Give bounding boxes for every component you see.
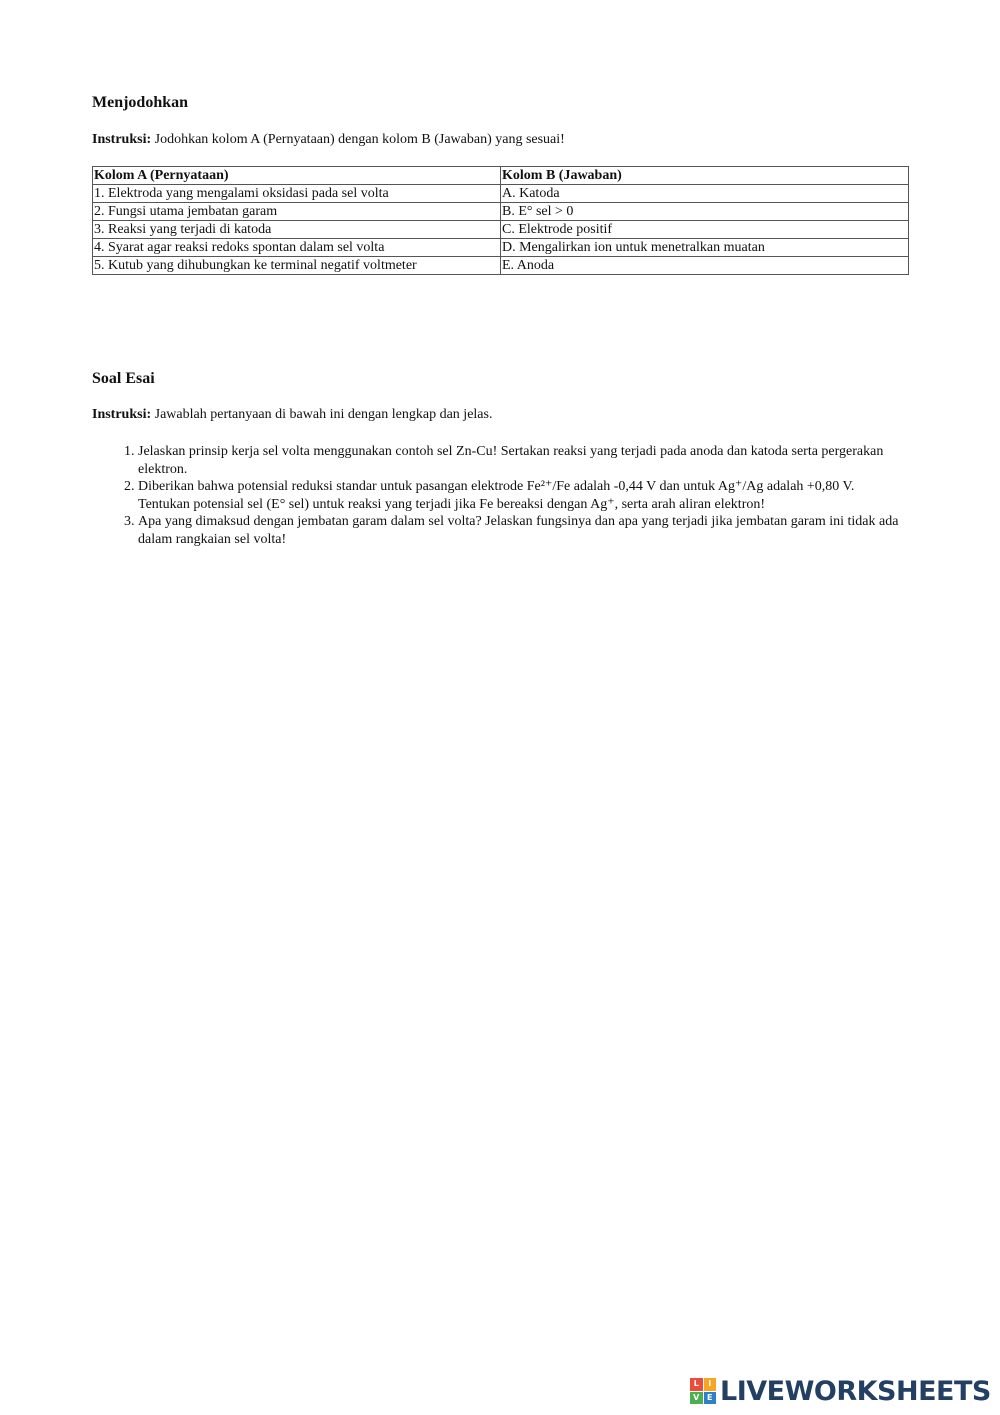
answer-cell: E. Anoda (501, 257, 909, 275)
table-row (93, 185, 909, 203)
statement-cell: 2. Fungsi utama jembatan garam (93, 203, 501, 221)
table-row (93, 221, 909, 239)
essay-question: 2. Diberikan bahwa potensial reduksi standar untuk pasangan elektrode Fe²⁺/Fe adalah -0,44 V dan untuk Ag⁺/Ag adalah +0,80 V. Tentukan potensial sel (E° sel) untuk reaksi yang terjadi jika Fe bereaksi dengan Ag⁺, serta arah aliran elektron! (138, 478, 909, 513)
essay-question: 1. Jelaskan prinsip kerja sel volta menggunakan contoh sel Zn-Cu! Sertakan reaksi yang terjadi pada anoda dan katoda serta pergerakan elektron. (138, 443, 909, 478)
matching-instruction-label: Instruksi: (92, 132, 152, 147)
liveworksheets-logo-icon (690, 1378, 716, 1404)
statement-cell: 1. Elektroda yang mengalami oksidasi pada sel volta (93, 185, 501, 203)
matching-title: Menjodohkan (92, 94, 189, 111)
statement-cell: 5. Kutub yang dihubungkan ke terminal negatif voltmeter (93, 257, 501, 275)
column-a-header: Kolom A (Pernyataan) (93, 167, 501, 185)
column-b-header: Kolom B (Jawaban) (501, 167, 909, 185)
statement-cell: 3. Reaksi yang terjadi di katoda (93, 221, 501, 239)
essay-question-list (92, 443, 909, 548)
essay-instruction (92, 407, 492, 423)
essay-question: 3. Apa yang dimaksud dengan jembatan garam dalam sel volta? Jelaskan fungsinya dan apa yang terjadi jika jembatan garam ini tidak ada dalam rangkaian sel volta! (138, 513, 909, 548)
answer-cell: C. Elektrode positif (501, 221, 909, 239)
logo-wordmark: LIVEWORKSHEETS (720, 1375, 991, 1407)
logo-mark-letter: V (690, 1392, 703, 1405)
table-row (93, 203, 909, 221)
logo-mark-letter: E (704, 1392, 717, 1405)
matching-instruction-text: Jodohkan kolom A (Pernyataan) dengan kolom B (Jawaban) yang sesuai! (151, 132, 565, 147)
table-header-row (93, 167, 909, 185)
answer-cell: D. Mengalirkan ion untuk menetralkan muatan (501, 239, 909, 257)
essay-instruction-label: Instruksi: (92, 407, 152, 422)
logo-mark-letter: I (704, 1378, 717, 1391)
answer-cell: B. E° sel > 0 (501, 203, 909, 221)
table-row (93, 239, 909, 257)
statement-cell: 4. Syarat agar reaksi redoks spontan dalam sel volta (93, 239, 501, 257)
liveworksheets-logo (690, 1376, 991, 1406)
matching-table (92, 166, 909, 275)
essay-instruction-text: Jawablah pertanyaan di bawah ini dengan lengkap dan jelas. (151, 407, 493, 422)
logo-mark-letter: L (690, 1378, 703, 1391)
essay-title: Soal Esai (92, 370, 155, 387)
matching-instruction (92, 132, 565, 148)
answer-cell: A. Katoda (501, 185, 909, 203)
table-row (93, 257, 909, 275)
